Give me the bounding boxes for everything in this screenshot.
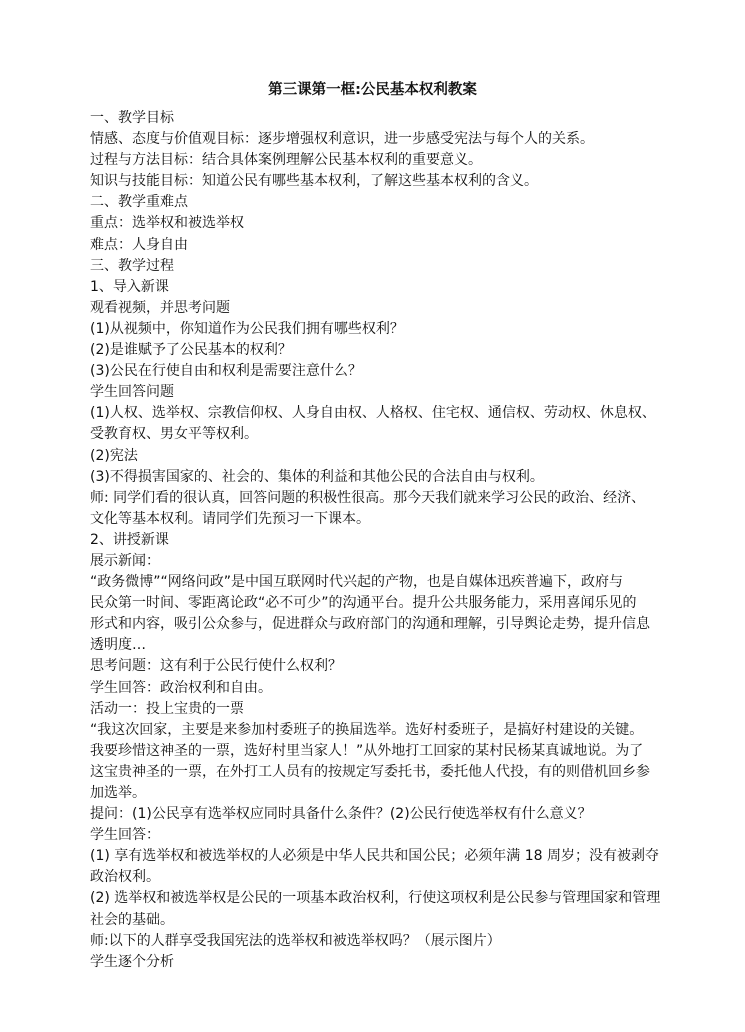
text-line: 学生回答问题 <box>90 384 174 401</box>
text-line: 过程与方法目标：结合具体案例理解公民基本权利的重要意义。 <box>90 152 482 169</box>
text-line: 一、教学目标 <box>90 110 174 126</box>
text-line: 透明度… <box>90 637 146 654</box>
text-line: 1、导入新课 <box>90 278 169 295</box>
text-line: 难点：人身自由 <box>90 236 188 253</box>
text-line: (2)宪法 <box>90 447 138 464</box>
text-line: (2)是谁赋予了公民基本的权利？ <box>90 342 292 359</box>
text-line: 形式和内容，吸引公众参与，促进群众与政府部门的沟通和理解，引导舆论走势，提升信息 <box>90 616 650 633</box>
text-line: 重点：选举权和被选举权 <box>90 215 244 232</box>
text-line: 三、教学过程 <box>90 257 174 274</box>
text-line: 学生回答： <box>90 827 160 844</box>
document-title: 第三课第一框:公民基本权利教案 <box>268 82 477 98</box>
text-line: 活动一：投上宝贵的一票 <box>90 700 244 717</box>
text-line: (3)不得损害国家的、社会的、集体的利益和其他公民的合法自由与权利。 <box>90 468 544 485</box>
text-line: 这宝贵神圣的一票，在外打工人员有的按规定写委托书，委托他人代投，有的则借机回乡参 <box>90 763 650 780</box>
text-line: 民众第一时间、零距离论政“必不可少”的沟通平台。提升公共服务能力，采用喜闻乐见的 <box>90 595 637 612</box>
text-line: (1) 享有选举权和被选举权的人必须是中华人民共和国公民；必须年满 18 周岁；没有被剥夺 <box>90 848 659 865</box>
text-line: “我这次回家，主要是来参加村委班子的换届选举。选好村委班子，是搞好村建设的关键。 <box>90 721 644 738</box>
text-line: 展示新闻： <box>90 552 160 569</box>
text-line: (2) 选举权和被选举权是公民的一项基本政治权利，行使这项权利是公民参与管理国家和管理 <box>90 890 660 907</box>
text-line: 提问：(1)公民享有选举权应同时具备什么条件？(2)公民行使选举权有什么意义？ <box>90 806 592 823</box>
text-line: 师:以下的人群享受我国宪法的选举权和被选举权吗？（展示图片） <box>90 932 501 949</box>
text-line: 观看视频，并思考问题 <box>90 299 230 316</box>
text-line: 学生回答：政治权利和自由。 <box>90 679 272 696</box>
text-line: 我要珍惜这神圣的一票，选好村里当家人！”从外地打工回家的某村民杨某真诚地说。为了 <box>90 742 644 759</box>
text-line: 知识与技能目标：知道公民有哪些基本权利，了解这些基本权利的含义。 <box>90 173 538 190</box>
text-line: (1)从视频中，你知道作为公民我们拥有哪些权利？ <box>90 320 404 337</box>
text-line: “政务微博”“网络问政”是中国互联网时代兴起的产物，也是自媒体迅疾普遍下，政府与 <box>90 574 624 591</box>
text-line: 二、教学重难点 <box>90 194 188 211</box>
text-line: 学生逐个分析 <box>90 953 174 970</box>
text-line: 加选举。 <box>90 785 146 801</box>
text-line: 情感、态度与价值观目标：逐步增强权利意识，进一步感受宪法与每个人的关系。 <box>90 131 594 148</box>
text-line: 文化等基本权利。请同学们先预习一下课本。 <box>90 510 370 527</box>
text-line: (1)人权、选举权、宗教信仰权、人身自由权、人格权、住宅权、通信权、劳动权、休息权、 <box>90 405 656 422</box>
text-line: 师: 同学们看的很认真，回答问题的积极性很高。那今天我们就来学习公民的政治、经济、 <box>90 489 646 506</box>
text-line: 思考问题：这有利于公民行使什么权利？ <box>90 658 342 675</box>
text-line: 2、讲授新课 <box>90 531 169 548</box>
text-line: 政治权利。 <box>90 869 160 886</box>
text-line: (3)公民在行使自由和权利是需要注意什么？ <box>90 363 362 380</box>
text-line: 受教育权、男女平等权利。 <box>90 426 258 443</box>
text-line: 社会的基础。 <box>90 911 174 928</box>
document-body <box>90 108 660 973</box>
